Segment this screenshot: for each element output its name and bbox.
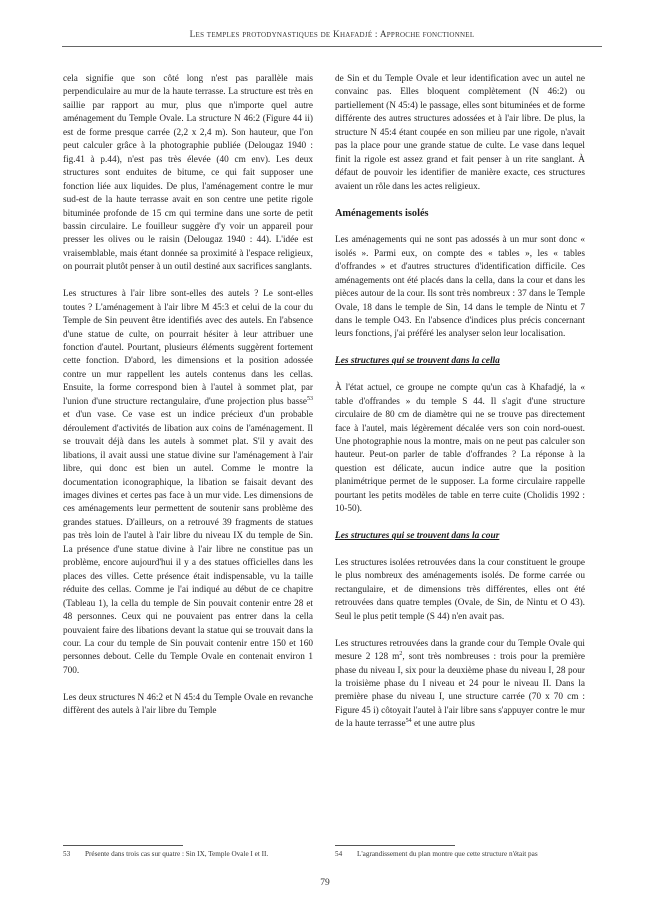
paragraph: cela signifie que son côté long n'est pas parallèle mais perpendiculaire au mur de la haute terrasse. La structure est très en saillie par rapport au mur, plus que n'importe quel autre aménagement du Temple Ovale. La structure N 46:2 (Figure 44 ii) est de forme presque carrée (2,2 x 2,4 m). Son hauteur, que l'on peut calculer grâce à la photographie publiée (Delougaz 1940 : fig.41 à p.44), n'est pas très élevée (40 cm env). Les deux structures sont enduites de bitume, ce qui fait supposer une fonction liée aux liquides. De plus, l'aménagement contre le mur sud-est de la haute terrasse avait en son centre une petite rigole bituminée profonde de 15 cm qui termine dans une sorte de petit bassin circulaire. Le fouilleur suggère d'y voir un appareil pour presser les olives ou le raisin (Delougaz 1940 : 44). L'idée est vraisemblable, mais étant donnée sa proximité à l'espace religieux, on pourrait plutôt penser à un outil destiné aux sacrifices sanglants. (63, 74, 313, 273)
footnote-number: 54 (335, 850, 343, 858)
footnote-rule (63, 845, 183, 846)
text-run: et une autre plus (411, 719, 475, 730)
subsection-heading: Les structures qui se trouvent dans la cour (335, 531, 500, 542)
footnote-ref-53[interactable]: 53 (307, 395, 313, 402)
paragraph (335, 638, 585, 732)
paragraph: Les aménagements qui ne sont pas adossés à un mur sont donc « isolés ». Parmi eux, on compte des « tables », les « tables d'offrandes » et d'autres structures d'identification difficile. Ces aménagements ont été placés dans la cella, dans la cour et dans les pièces autour de la cour. Ils sont très nombreux : 37 dans le Temple Ovale, 18 dans le temple de Sin, 14 dans le temple de Nintu et 7 dans le temple O43. En l'absence d'indices plus précis concernant leurs fonctions, j'ai préféré les analyser selon leur localisation. (335, 235, 585, 340)
header-rule (62, 46, 602, 47)
paragraph (63, 288, 313, 678)
superscript: 2 (399, 650, 403, 657)
left-column (63, 73, 313, 719)
paragraph: Les deux structures N 46:2 et N 45:4 du Temple Ovale en revanche diffèrent des autels à l'air libre du Temple (63, 692, 313, 717)
subsection-heading: Les structures qui se trouvent dans la cella (335, 356, 500, 367)
footnote-ref-54[interactable]: 54 (405, 718, 412, 725)
footnote-text: Présente dans trois cas sur quatre : Sin IX, Temple Ovale I et II. (85, 850, 269, 858)
text-run: Les structures à l'air libre sont-elles des autels ? Le sont-elles toutes ? L'aménagement à l'air libre M 45:3 et celui de la cour du Temple de Sin peuvent être identifiés avec des autels. En l'absence d'une statue de culte, on pourrait hésiter à leur attribuer une fonction d'autel. Pourtant, plusieurs éléments suggèrent fortement cette fonction. D'abord, les dimensions et la position adossée contre un mur rappellent les autels contenus dans les cellas. Ensuite, la forme correspond bien à l'autel à sommet plat, par l'union d'une structure rectangulaire, d'une projection plus basse (63, 289, 313, 407)
footnote-54 (335, 850, 585, 859)
footnote-rule (335, 845, 455, 846)
page-number: 79 (320, 878, 330, 888)
paragraph: de Sin et du Temple Ovale et leur identification avec un autel ne convainc pas. Elles bloquent complètement (N 46:2) ou partiellement (N 45:4) le passage, elles sont bituminées et de forme différente des autres structures adossées et à l'air libre. De plus, la structure N 45:4 étant coupée en son milieu par une rigole, n'avait pas la place pour une grande statue de culte. Le vase dans lequel finit la rigole est assez grand et fait penser à un rite sanglant. À défaut de pouvoir les identifier de manière exacte, ces structures avaient un rôle dans les actes religieux. (335, 74, 585, 192)
text-run: Les structures retrouvées dans la grande cour du Temple Ovale qui mesure 2 128 m (335, 638, 585, 663)
paragraph: À l'état actuel, ce groupe ne compte qu'un cas à Khafadjé, la « table d'offrandes » du temple S 44. Il s'agit d'une structure circulaire de 80 cm de diamètre qui ne se trouve pas directement face à l'autel, mais légèrement décalée vers son coin nord-ouest. Une photographie nous la montre, mais on ne peut pas calculer son hauteur. Peut-on parler de table d'offrandes ? La réponse à la question est délicate, aucun indice autre que la position planimétrique permet de le supposer. La forme circulaire rappelle pourtant les petits modèles de table en terre cuite (Cholidis 1992 : 10-50). (335, 383, 585, 515)
paragraph: Les structures isolées retrouvées dans la cour constituent le groupe le plus nombreux des aménagements isolés. De forme carrée ou rectangulaire, et de dimensions très différentes, elles ont été retrouvées dans quatre temples (Ovale, de Sin, de Nintu et O 43). Seul le plus petit temple (S 44) n'en avait pas. (335, 557, 585, 622)
text-run: et d'un vase. Ce vase est un indice précieux d'un probable déroulement d'activités de libation aux coins de l'aménagement. Il se trouvait déjà dans les autels à sommet plat. S'il y avait des libations, il avait aussi une statue divine sur l'aménagement à l'air libre, qui donc est bien un autel. Comme le montre la documentation iconographique, la libation se faisait devant des images divines et certes pas face à un mur vide. Les dimensions de ces aménagements leur permettent de soutenir sans problème des grandes statues. D'ailleurs, on a retrouvé 39 fragments de statues pas très loin de l'autel à l'air libre du niveau IX du temple de Sin. La présence d'une statue divine à l'air libre ne constitue pas un problème, encore aujourd'hui il y a des statues officielles dans les places des villes. Cette présence était indispensable, vu la taille réduite des cellas. Comme je l'ai indiqué au début de ce chapitre (Tableau 1), la cella du temple de Sin pouvait contenir entre 28 et 48 personnes. Ceux qui ne pouvaient pas entrer dans la cella pouvaient faire des libations devant la statue qui se trouvait dans la cour. La cour du temple de Sin pouvait contenir entre 150 et 160 personnes debout. Celle du Temple Ovale en contenait environ 1 700. (63, 410, 313, 676)
running-header: Les temples protodynastiques de Khafadjé : Approche fonctionnel (189, 30, 475, 40)
footnote-53 (63, 850, 313, 859)
text-run: , sont très nombreuses : trois pour la première phase du niveau I, six pour la deuxième phase du niveau I, 28 pour la troisième phase du I niveau et 24 pour le niveau II. Dans la première phase du niveau I, une structure carrée (70 x 70 cm : Figure 45 i) côtoyait l'autel à l'air libre sans s'appuyer contre le mur de la haute terrasse (335, 652, 585, 730)
footnote-number: 53 (63, 850, 71, 858)
section-heading: Aménagements isolés (335, 208, 429, 220)
right-column (335, 73, 585, 732)
footnote-text: L'agrandissement du plan montre que cette structure n'était pas (357, 850, 538, 858)
